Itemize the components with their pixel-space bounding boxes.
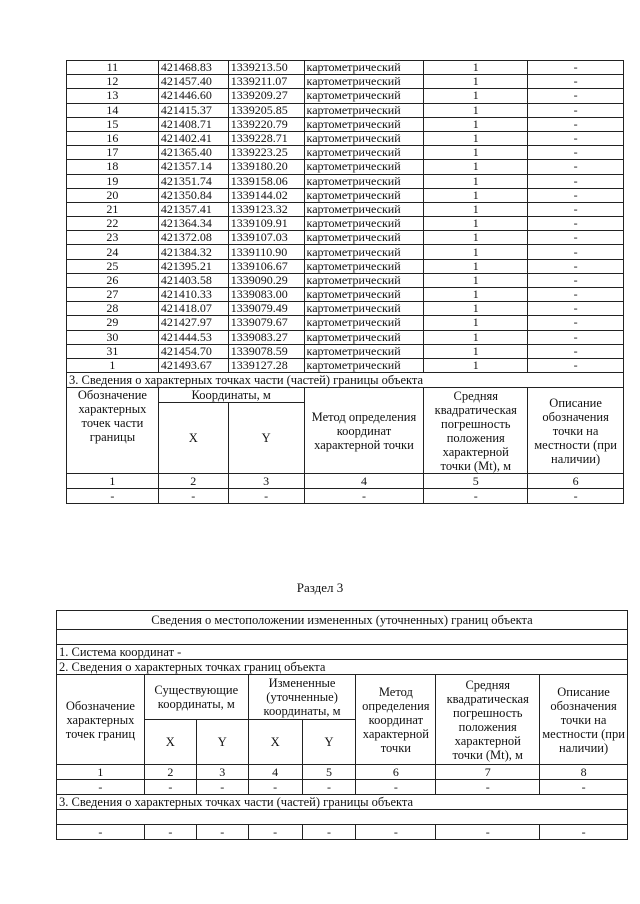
part-points-caption: 3. Сведения о характерных точках части (частей) границы объекта	[57, 795, 628, 810]
description-cell: -	[528, 61, 624, 75]
header-x: X	[158, 403, 228, 474]
header-existing-coords: Существующие координаты, м	[144, 675, 248, 720]
column-number: 2	[158, 474, 228, 489]
x-coordinate-cell: 421395.21	[158, 259, 228, 273]
point-number-cell: 15	[67, 117, 159, 131]
error-cell: 1	[424, 344, 528, 358]
y-coordinate-cell: 1339205.85	[228, 103, 304, 117]
method-cell: картометрический	[304, 146, 424, 160]
description-cell: -	[528, 259, 624, 273]
empty-cell: -	[540, 825, 628, 840]
y-coordinate-cell: 1339144.02	[228, 188, 304, 202]
section3-table	[56, 610, 628, 840]
table-row	[67, 302, 624, 316]
y-coordinate-cell: 1339180.20	[228, 160, 304, 174]
y-coordinate-cell: 1339158.06	[228, 174, 304, 188]
description-cell: -	[528, 75, 624, 89]
error-cell: 1	[424, 103, 528, 117]
method-cell: картометрический	[304, 75, 424, 89]
y-coordinate-cell: 1339220.79	[228, 117, 304, 131]
empty-cell: -	[248, 780, 302, 795]
point-number-cell: 19	[67, 174, 159, 188]
table-row	[67, 217, 624, 231]
point-number-cell: 23	[67, 231, 159, 245]
header-x-existing: X	[144, 720, 196, 765]
blank-row	[57, 630, 628, 645]
error-cell: 1	[424, 202, 528, 216]
table-row	[67, 75, 624, 89]
empty-cell: -	[356, 780, 436, 795]
error-cell: 1	[424, 259, 528, 273]
method-cell: картометрический	[304, 316, 424, 330]
x-coordinate-cell: 421350.84	[158, 188, 228, 202]
description-cell: -	[528, 117, 624, 131]
x-coordinate-cell: 421493.67	[158, 358, 228, 372]
empty-cell: -	[436, 825, 540, 840]
error-cell: 1	[424, 160, 528, 174]
empty-cell: -	[144, 825, 196, 840]
header-y-existing: Y	[196, 720, 248, 765]
point-number-cell: 24	[67, 245, 159, 259]
method-cell: картометрический	[304, 61, 424, 75]
header-y: Y	[228, 403, 304, 474]
table-row	[67, 288, 624, 302]
method-cell: картометрический	[304, 89, 424, 103]
method-cell: картометрический	[304, 344, 424, 358]
x-coordinate-cell: 421444.53	[158, 330, 228, 344]
empty-cell: -	[424, 489, 528, 504]
header-method: Метод определения координат характерной точки	[356, 675, 436, 765]
header-description: Описание обозначения точки на местности (при наличии)	[540, 675, 628, 765]
description-cell: -	[528, 89, 624, 103]
method-cell: картометрический	[304, 273, 424, 287]
point-number-cell: 31	[67, 344, 159, 358]
x-coordinate-cell: 421357.41	[158, 202, 228, 216]
column-number: 6	[528, 474, 624, 489]
column-number: 4	[248, 765, 302, 780]
x-coordinate-cell: 421415.37	[158, 103, 228, 117]
method-cell: картометрический	[304, 202, 424, 216]
point-number-cell: 1	[67, 358, 159, 372]
method-cell: картометрический	[304, 174, 424, 188]
header-error: Средняя квадратическая погрешность положения характерной точки (Mt), м	[424, 388, 528, 474]
table-row	[67, 131, 624, 145]
column-number: 5	[302, 765, 356, 780]
method-cell: картометрический	[304, 259, 424, 273]
method-cell: картометрический	[304, 245, 424, 259]
table-row	[67, 188, 624, 202]
empty-cell: -	[57, 780, 145, 795]
table-row	[67, 146, 624, 160]
header-designation: Обозначение характерных точек границ	[57, 675, 145, 765]
y-coordinate-cell: 1339083.00	[228, 288, 304, 302]
table-row	[67, 61, 624, 75]
empty-row	[57, 780, 628, 795]
empty-cell: -	[158, 489, 228, 504]
empty-cell: -	[248, 825, 302, 840]
description-cell: -	[528, 302, 624, 316]
y-coordinate-cell: 1339079.49	[228, 302, 304, 316]
error-cell: 1	[424, 174, 528, 188]
table-row	[67, 231, 624, 245]
x-coordinate-cell: 421351.74	[158, 174, 228, 188]
coordinates-table-body	[67, 61, 624, 373]
empty-cell: -	[540, 780, 628, 795]
point-number-cell: 11	[67, 61, 159, 75]
method-cell: картометрический	[304, 103, 424, 117]
method-cell: картометрический	[304, 358, 424, 372]
empty-cell: -	[196, 825, 248, 840]
y-coordinate-cell: 1339079.67	[228, 316, 304, 330]
error-cell: 1	[424, 217, 528, 231]
empty-cell: -	[528, 489, 624, 504]
header-error: Средняя квадратическая погрешность положения характерной точки (Mt), м	[436, 675, 540, 765]
error-cell: 1	[424, 288, 528, 302]
x-coordinate-cell: 421357.14	[158, 160, 228, 174]
empty-cell: -	[302, 780, 356, 795]
point-number-cell: 13	[67, 89, 159, 103]
x-coordinate-cell: 421365.40	[158, 146, 228, 160]
table-row	[67, 117, 624, 131]
empty-cell: -	[228, 489, 304, 504]
x-coordinate-cell: 421427.97	[158, 316, 228, 330]
table-row	[67, 259, 624, 273]
point-number-cell: 30	[67, 330, 159, 344]
points-caption: 2. Сведения о характерных точках границ объекта	[57, 660, 628, 675]
description-cell: -	[528, 316, 624, 330]
header-x-changed: X	[248, 720, 302, 765]
header-designation: Обозначение характерных точек части границы	[67, 388, 159, 474]
column-number: 3	[228, 474, 304, 489]
point-number-cell: 29	[67, 316, 159, 330]
empty-cell: -	[436, 780, 540, 795]
method-cell: картометрический	[304, 160, 424, 174]
x-coordinate-cell: 421402.41	[158, 131, 228, 145]
empty-cell: -	[144, 780, 196, 795]
y-coordinate-cell: 1339107.03	[228, 231, 304, 245]
y-coordinate-cell: 1339209.27	[228, 89, 304, 103]
coord-system-caption: 1. Система координат -	[57, 645, 628, 660]
x-coordinate-cell: 421364.34	[158, 217, 228, 231]
error-cell: 1	[424, 89, 528, 103]
y-coordinate-cell: 1339109.91	[228, 217, 304, 231]
x-coordinate-cell: 421454.70	[158, 344, 228, 358]
y-coordinate-cell: 1339078.59	[228, 344, 304, 358]
y-coordinate-cell: 1339223.25	[228, 146, 304, 160]
column-numbers-row	[67, 474, 624, 489]
method-cell: картометрический	[304, 188, 424, 202]
y-coordinate-cell: 1339090.29	[228, 273, 304, 287]
header-y-changed: Y	[302, 720, 356, 765]
section-title: Раздел 3	[296, 580, 344, 595]
section3-heading: Сведения о местоположении измененных (уточненных) границ объекта	[57, 611, 628, 630]
y-coordinate-cell: 1339228.71	[228, 131, 304, 145]
y-coordinate-cell: 1339123.32	[228, 202, 304, 216]
description-cell: -	[528, 358, 624, 372]
column-number: 6	[356, 765, 436, 780]
point-number-cell: 16	[67, 131, 159, 145]
description-cell: -	[528, 160, 624, 174]
method-cell: картометрический	[304, 288, 424, 302]
point-number-cell: 26	[67, 273, 159, 287]
column-number: 5	[424, 474, 528, 489]
description-cell: -	[528, 231, 624, 245]
header-method: Метод определения координат характерной точки	[304, 388, 424, 474]
empty-cell: -	[196, 780, 248, 795]
error-cell: 1	[424, 131, 528, 145]
x-coordinate-cell: 421457.40	[158, 75, 228, 89]
method-cell: картометрический	[304, 131, 424, 145]
x-coordinate-cell: 421446.60	[158, 89, 228, 103]
table-row	[67, 202, 624, 216]
point-number-cell: 25	[67, 259, 159, 273]
description-cell: -	[528, 217, 624, 231]
error-cell: 1	[424, 117, 528, 131]
empty-row	[67, 489, 624, 504]
description-cell: -	[528, 288, 624, 302]
column-numbers-row	[57, 765, 628, 780]
x-coordinate-cell: 421372.08	[158, 231, 228, 245]
description-cell: -	[528, 103, 624, 117]
description-cell: -	[528, 344, 624, 358]
error-cell: 1	[424, 330, 528, 344]
method-cell: картометрический	[304, 330, 424, 344]
x-coordinate-cell: 421403.58	[158, 273, 228, 287]
header-changed-coords: Измененные (уточненные) координаты, м	[248, 675, 356, 720]
empty-cell: -	[302, 825, 356, 840]
x-coordinate-cell: 421408.71	[158, 117, 228, 131]
description-cell: -	[528, 202, 624, 216]
error-cell: 1	[424, 316, 528, 330]
column-number: 4	[304, 474, 424, 489]
error-cell: 1	[424, 358, 528, 372]
y-coordinate-cell: 1339213.50	[228, 61, 304, 75]
y-coordinate-cell: 1339211.07	[228, 75, 304, 89]
x-coordinate-cell: 421410.33	[158, 288, 228, 302]
table-row	[67, 316, 624, 330]
method-cell: картометрический	[304, 217, 424, 231]
column-number: 7	[436, 765, 540, 780]
blank-row	[57, 810, 628, 825]
point-number-cell: 28	[67, 302, 159, 316]
point-number-cell: 17	[67, 146, 159, 160]
table-row	[67, 330, 624, 344]
method-cell: картометрический	[304, 231, 424, 245]
coordinates-table	[66, 60, 624, 504]
part-section-caption: 3. Сведения о характерных точках части (частей) границы объекта	[67, 373, 624, 388]
x-coordinate-cell: 421384.32	[158, 245, 228, 259]
y-coordinate-cell: 1339110.90	[228, 245, 304, 259]
empty-row	[57, 825, 628, 840]
point-number-cell: 18	[67, 160, 159, 174]
x-coordinate-cell: 421418.07	[158, 302, 228, 316]
description-cell: -	[528, 146, 624, 160]
table-row	[67, 174, 624, 188]
table-row	[67, 160, 624, 174]
y-coordinate-cell: 1339106.67	[228, 259, 304, 273]
point-number-cell: 21	[67, 202, 159, 216]
empty-cell: -	[304, 489, 424, 504]
header-description: Описание обозначения точки на местности (при наличии)	[528, 388, 624, 474]
table-row	[67, 89, 624, 103]
point-number-cell: 20	[67, 188, 159, 202]
point-number-cell: 14	[67, 103, 159, 117]
column-number: 8	[540, 765, 628, 780]
table-row	[67, 103, 624, 117]
table-row	[67, 344, 624, 358]
error-cell: 1	[424, 188, 528, 202]
y-coordinate-cell: 1339127.28	[228, 358, 304, 372]
column-number: 3	[196, 765, 248, 780]
error-cell: 1	[424, 273, 528, 287]
error-cell: 1	[424, 75, 528, 89]
empty-cell: -	[57, 825, 145, 840]
table-row	[67, 245, 624, 259]
method-cell: картометрический	[304, 302, 424, 316]
description-cell: -	[528, 273, 624, 287]
description-cell: -	[528, 245, 624, 259]
header-coordinates: Координаты, м	[158, 388, 304, 403]
description-cell: -	[528, 131, 624, 145]
error-cell: 1	[424, 231, 528, 245]
error-cell: 1	[424, 146, 528, 160]
column-number: 1	[57, 765, 145, 780]
error-cell: 1	[424, 245, 528, 259]
empty-cell: -	[67, 489, 159, 504]
point-number-cell: 22	[67, 217, 159, 231]
error-cell: 1	[424, 302, 528, 316]
description-cell: -	[528, 330, 624, 344]
table-row	[67, 273, 624, 287]
description-cell: -	[528, 174, 624, 188]
column-number: 1	[67, 474, 159, 489]
method-cell: картометрический	[304, 117, 424, 131]
description-cell: -	[528, 188, 624, 202]
point-number-cell: 27	[67, 288, 159, 302]
error-cell: 1	[424, 61, 528, 75]
part-section	[67, 373, 624, 504]
column-number: 2	[144, 765, 196, 780]
x-coordinate-cell: 421468.83	[158, 61, 228, 75]
table-row	[67, 358, 624, 372]
empty-cell: -	[356, 825, 436, 840]
y-coordinate-cell: 1339083.27	[228, 330, 304, 344]
point-number-cell: 12	[67, 75, 159, 89]
